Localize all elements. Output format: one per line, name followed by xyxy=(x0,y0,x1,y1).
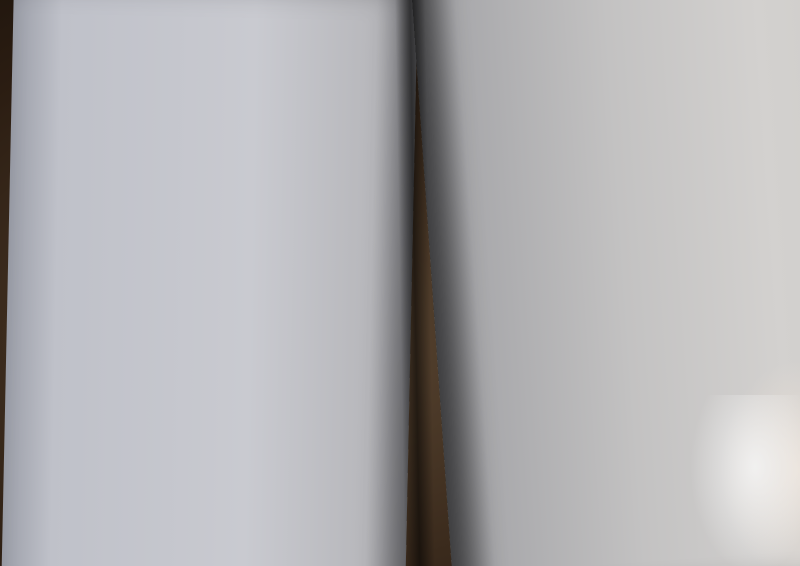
left-page xyxy=(1,0,418,566)
light-glare xyxy=(690,395,800,566)
